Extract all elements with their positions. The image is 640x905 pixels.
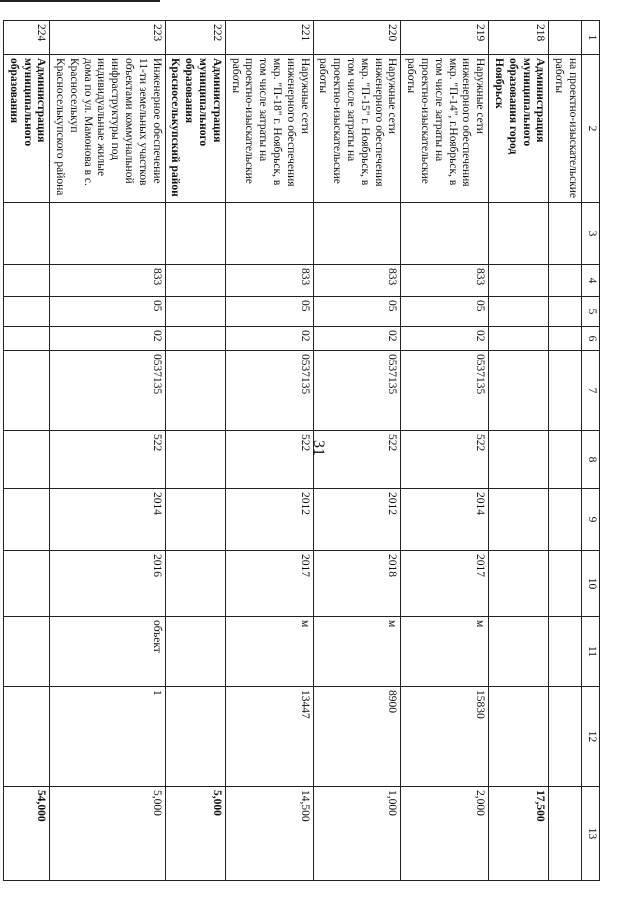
table-cell: 833 bbox=[225, 265, 313, 297]
table-cell bbox=[549, 617, 582, 687]
header-cell: 12 bbox=[582, 687, 600, 787]
table-cell bbox=[3, 203, 49, 265]
table-cell: объект bbox=[50, 617, 165, 687]
table-cell bbox=[489, 327, 549, 351]
header-cell: 4 bbox=[582, 265, 600, 297]
table-cell bbox=[3, 327, 49, 351]
table-cell bbox=[549, 351, 582, 431]
row-name-cell: Администрация муниципального образования bbox=[3, 55, 49, 203]
table-cell: м bbox=[313, 617, 401, 687]
header-cell: 7 bbox=[582, 351, 600, 431]
table-cell bbox=[549, 551, 582, 617]
table-cell bbox=[401, 203, 489, 265]
amount-cell: 14,500 bbox=[225, 787, 313, 881]
table-row bbox=[3, 21, 49, 881]
table-cell: 13447 bbox=[225, 687, 313, 787]
table-cell: м bbox=[225, 617, 313, 687]
row-name-cell: Наружные сети инженерного обеспечения мкр. "П-18" г. Ноябрьск, в том числе затраты на проектно-изыскательские работы bbox=[225, 55, 313, 203]
table-cell bbox=[50, 203, 165, 265]
table-header-row bbox=[582, 21, 600, 881]
table-cell bbox=[165, 327, 225, 351]
table-cell bbox=[489, 203, 549, 265]
table-cell bbox=[165, 551, 225, 617]
table-cell: 2017 bbox=[401, 551, 489, 617]
table-cell: 05 bbox=[313, 297, 401, 327]
table-cell: 02 bbox=[225, 327, 313, 351]
table-cell bbox=[165, 489, 225, 551]
table-cell bbox=[549, 431, 582, 489]
amount-cell: 54,000 bbox=[3, 787, 49, 881]
row-name-cell: Администрация муниципального образования Красноселькупский район bbox=[165, 55, 225, 203]
table-row bbox=[401, 21, 489, 881]
table-cell: 2018 bbox=[313, 551, 401, 617]
table-cell bbox=[165, 431, 225, 489]
table-cell bbox=[549, 297, 582, 327]
table-cell bbox=[313, 203, 401, 265]
top-rule bbox=[0, 0, 160, 2]
table-cell: 02 bbox=[401, 327, 489, 351]
row-name-cell: Наружные сети инженерного обеспечения мкр. "П-15" г. Ноябрьск, в том числе затраты на проектно-изыскательские работы bbox=[313, 55, 401, 203]
table-cell: 522 bbox=[225, 431, 313, 489]
header-cell: 8 bbox=[582, 431, 600, 489]
row-number-cell bbox=[549, 21, 582, 55]
table-cell bbox=[3, 431, 49, 489]
row-number-cell: 220 bbox=[313, 21, 401, 55]
table-cell: 522 bbox=[313, 431, 401, 489]
table-cell bbox=[489, 431, 549, 489]
table-cell: м bbox=[401, 617, 489, 687]
row-number-cell: 223 bbox=[50, 21, 165, 55]
table-cell bbox=[549, 489, 582, 551]
table-cell: 0537135 bbox=[401, 351, 489, 431]
table-cell bbox=[549, 687, 582, 787]
amount-cell: 2,000 bbox=[401, 787, 489, 881]
table-cell bbox=[549, 327, 582, 351]
table-cell bbox=[489, 297, 549, 327]
table-cell bbox=[3, 551, 49, 617]
table-cell: 05 bbox=[401, 297, 489, 327]
table-cell: 2012 bbox=[313, 489, 401, 551]
row-name-cell: Администрация муниципального образования город Ноябрьск bbox=[489, 55, 549, 203]
header-cell: 10 bbox=[582, 551, 600, 617]
page-number: 31 bbox=[310, 440, 327, 456]
row-number-cell: 219 bbox=[401, 21, 489, 55]
header-cell: 3 bbox=[582, 203, 600, 265]
header-cell: 5 bbox=[582, 297, 600, 327]
table-cell bbox=[489, 551, 549, 617]
table-cell bbox=[165, 265, 225, 297]
table-row bbox=[225, 21, 313, 881]
header-cell: 6 bbox=[582, 327, 600, 351]
table-cell: 05 bbox=[50, 297, 165, 327]
table-cell bbox=[489, 617, 549, 687]
table-cell: 833 bbox=[50, 265, 165, 297]
table-cell: 0537135 bbox=[225, 351, 313, 431]
table-cell bbox=[3, 687, 49, 787]
table-cell bbox=[3, 265, 49, 297]
header-cell: 1 bbox=[582, 21, 600, 55]
table-row bbox=[549, 21, 582, 881]
table-cell: 522 bbox=[50, 431, 165, 489]
investment-table bbox=[3, 20, 600, 881]
table-cell bbox=[3, 297, 49, 327]
table-cell: 0537135 bbox=[50, 351, 165, 431]
table-cell bbox=[489, 489, 549, 551]
table-row bbox=[50, 21, 165, 881]
row-name-cell: Инженерное обеспечение 11-ти земельных участков объектами коммунальной инфраструктуры под индивидуальные жилые дома по ул. Мамонова в с. Красноселькуп Красноселькупского района bbox=[50, 55, 165, 203]
table-cell bbox=[3, 351, 49, 431]
table-cell bbox=[165, 687, 225, 787]
table-cell bbox=[165, 351, 225, 431]
table-cell: 2014 bbox=[50, 489, 165, 551]
table-cell: 2016 bbox=[50, 551, 165, 617]
table-cell: 1 bbox=[50, 687, 165, 787]
table-cell bbox=[3, 489, 49, 551]
table-cell bbox=[3, 617, 49, 687]
amount-cell: 5,000 bbox=[50, 787, 165, 881]
amount-cell: 1,000 bbox=[313, 787, 401, 881]
table-cell: 833 bbox=[313, 265, 401, 297]
table-frame bbox=[7, 20, 600, 880]
table-cell bbox=[165, 617, 225, 687]
table-row bbox=[489, 21, 549, 881]
table-cell: 2017 bbox=[225, 551, 313, 617]
header-cell: 11 bbox=[582, 617, 600, 687]
table-cell: 8900 bbox=[313, 687, 401, 787]
table-cell: 02 bbox=[50, 327, 165, 351]
table-cell bbox=[549, 265, 582, 297]
table-cell: 02 bbox=[313, 327, 401, 351]
table-row bbox=[313, 21, 401, 881]
table-cell: 2012 bbox=[225, 489, 313, 551]
table-cell: 15830 bbox=[401, 687, 489, 787]
table-cell bbox=[225, 203, 313, 265]
amount-cell: 5,000 bbox=[165, 787, 225, 881]
table-cell bbox=[165, 203, 225, 265]
table-cell: 2014 bbox=[401, 489, 489, 551]
table-cell: 0537135 bbox=[313, 351, 401, 431]
row-name-cell: Наружные сети инженерного обеспечения мкр. "П-14", г.Ноябрьск, в том числе затраты на проектно-изыскательские работы bbox=[401, 55, 489, 203]
row-number-cell: 218 bbox=[489, 21, 549, 55]
row-name-cell: на проектно-изыскательские работы bbox=[549, 55, 582, 203]
rotated-table-wrapper bbox=[7, 20, 600, 880]
table-cell bbox=[489, 687, 549, 787]
amount-cell bbox=[549, 787, 582, 881]
row-number-cell: 221 bbox=[225, 21, 313, 55]
header-cell: 9 bbox=[582, 489, 600, 551]
table-row bbox=[165, 21, 225, 881]
table-cell: 833 bbox=[401, 265, 489, 297]
table-cell bbox=[489, 265, 549, 297]
row-number-cell: 222 bbox=[165, 21, 225, 55]
header-cell: 13 bbox=[582, 787, 600, 881]
row-number-cell: 224 bbox=[3, 21, 49, 55]
amount-cell: 17,500 bbox=[489, 787, 549, 881]
table-cell bbox=[165, 297, 225, 327]
table-cell: 05 bbox=[225, 297, 313, 327]
table-cell: 522 bbox=[401, 431, 489, 489]
table-cell bbox=[549, 203, 582, 265]
table-cell bbox=[489, 351, 549, 431]
header-cell: 2 bbox=[582, 55, 600, 203]
